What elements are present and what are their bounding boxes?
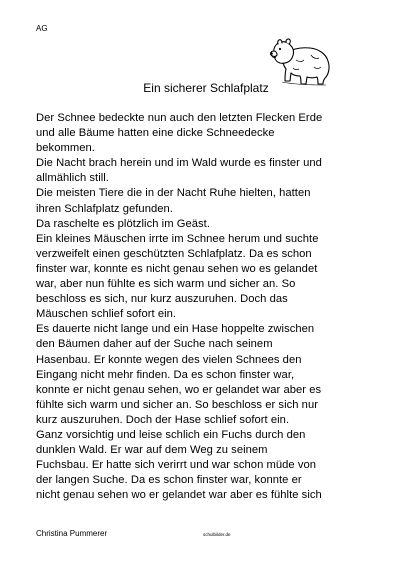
story-line: beschloss es sich, nur kurz auszuruhen. Doch das [36,293,288,306]
story-line: den Bäumen daher auf der Suche nach seinem [36,338,273,351]
story-line: fühlte sich warm und sicher an. So beschloss er sich nur [36,398,318,411]
story-line: nicht genau sehen wo er gelandet war aber es fühlte sich [36,489,322,502]
story-line: Die meisten Tiere die in der Nacht Ruhe hielten, hatten [36,187,311,200]
story-line: war, aber nun fühlte es sich warm und sicher an. So [36,278,296,291]
story-line: und alle Bäume hatten eine dicke Schneedecke [36,127,275,140]
story-line: konnte er nicht genau sehen, wo er gelandet war aber es [36,383,322,396]
story-line: ihren Schlafplatz gefunden. [36,202,173,215]
story-line: allmählich still. [36,172,109,185]
story-line: Da raschelte es plötzlich im Geäst. [36,217,210,230]
story-line: Eingang nicht mehr finden. Da es schon finster war, [36,368,295,381]
story-line: Der Schnee bedeckte nun auch den letzten Flecken Erde [36,112,323,124]
polar-bear-cub-icon [266,35,334,87]
story-line: bekommen. [36,142,95,155]
header-tag: AG [36,24,48,33]
story-title: Ein sicherer Schlafplatz [143,81,269,95]
story-line: Mäuschen schlief sofort ein. [36,308,177,321]
story-line: Fuchsbau. Er hatte sich verirrt und war schon müde von [36,459,317,472]
footer-site-link[interactable]: schulbilder.de [203,532,231,537]
footer-author: Christina Pummerer [36,529,108,538]
story-line: Die Nacht brach herein und im Wald wurde es finster und [36,157,322,170]
story-line: Ganz vorsichtig und leise schlich ein Fuchs durch den [36,428,306,441]
story-line: verzweifelt einen geschützten Schlafplatz. Da es schon [36,247,312,260]
story-line: Ein kleines Mäuschen irrte im Schnee herum und suchte [36,232,319,245]
story-line: finster war, konnte es nicht genau sehen wo es gelandet [36,262,318,275]
story-line: der langen Suche. Da es schon finster war, konnte er [36,474,302,487]
story-line: dunklen Wald. Er war auf dem Weg zu seinem [36,444,268,457]
story-line: Hasenbau. Er konnte wegen des vielen Schnees den [36,353,302,366]
story-body [36,111,376,503]
story-line: Es dauerte nicht lange und ein Hase hoppelte zwischen [36,323,315,336]
story-line: kurz auszuruhen. Doch der Hase schlief sofort ein. [36,413,290,426]
